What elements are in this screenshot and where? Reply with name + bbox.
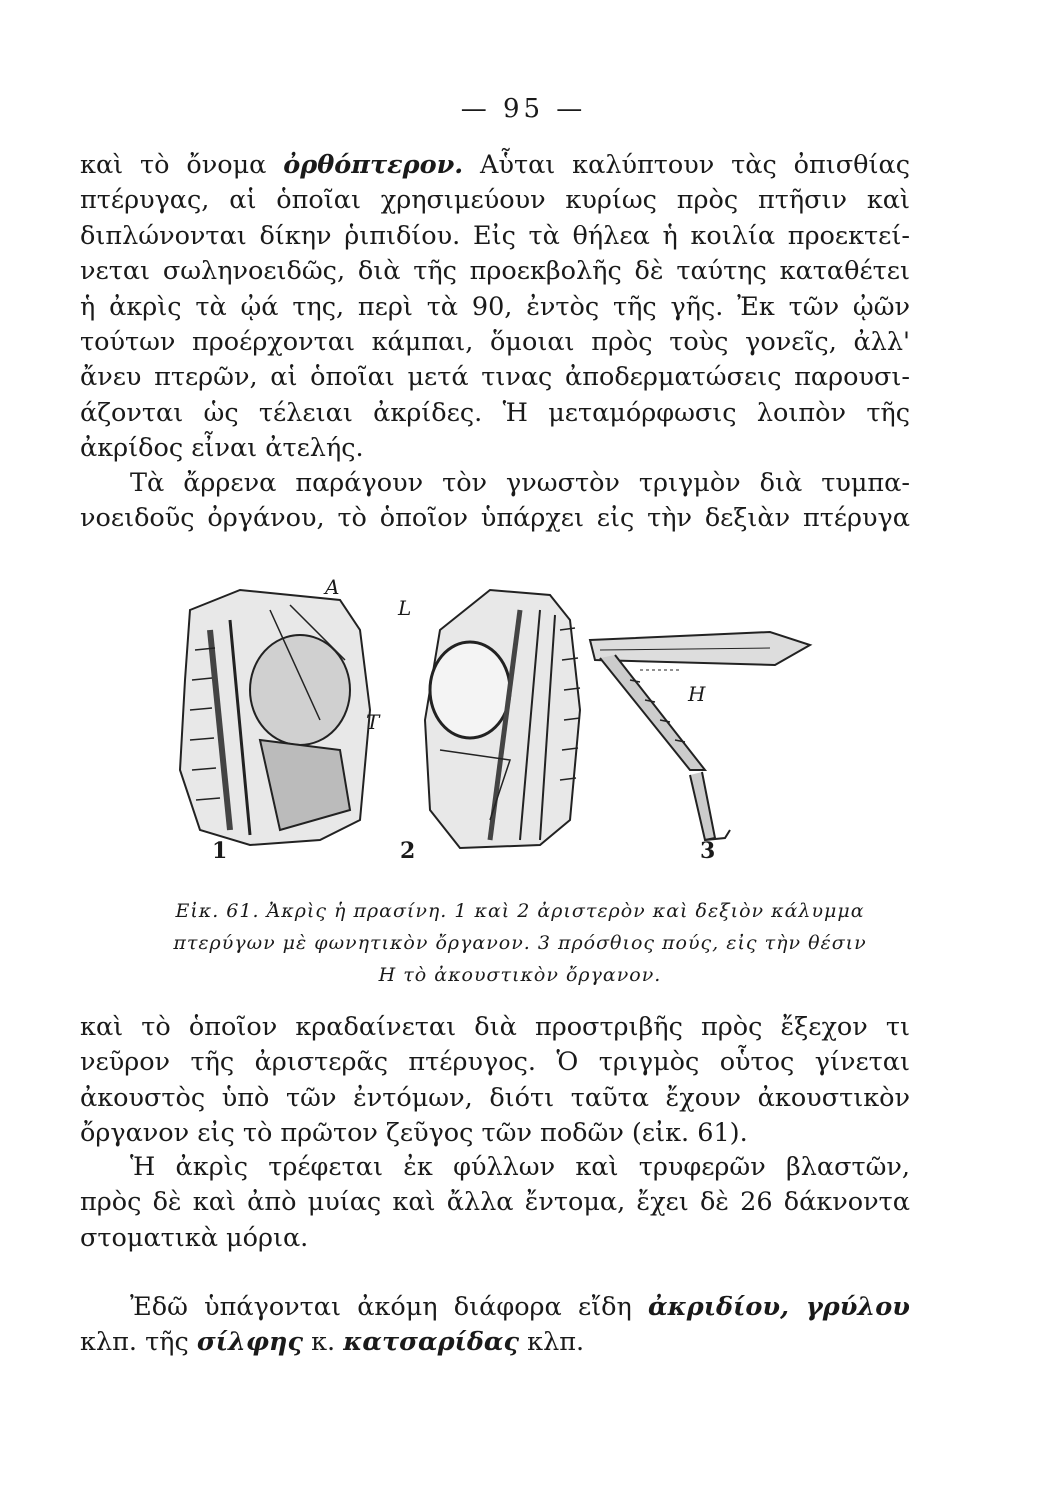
text-line bbox=[80, 148, 910, 183]
text-span: καὶ τὸ ὄνομα bbox=[80, 150, 284, 180]
text-line bbox=[80, 1325, 910, 1360]
grasshopper-illustration bbox=[170, 570, 830, 870]
caption-line: πτερύγων μὲ φωνητικὸν ὄργανον. 3 πρόσθιος πούς, εἰς τὴν θέσιν bbox=[173, 932, 867, 954]
left-wing-cover-drawing bbox=[180, 590, 370, 845]
figure-label-1: 1 bbox=[212, 838, 228, 864]
text-line: ἡ ἀκρὶς τὰ ᾠά της, περὶ τὰ 90, ἐντὸς τῆς γῆς. Ἐκ τῶν ᾠῶν bbox=[80, 291, 910, 322]
text-line bbox=[80, 1290, 910, 1325]
text-span: Ἐδῶ ὑπάγονται ἀκόμη διάφορα εἴδη bbox=[130, 1292, 648, 1322]
text-span: Αὗται καλύπτουν τὰς ὀπισθίας bbox=[463, 150, 910, 180]
figure-letter-t: T bbox=[366, 710, 380, 734]
paragraph-5 bbox=[80, 1290, 910, 1361]
text-line: ἄνευ πτερῶν, αἱ ὁποῖαι μετά τινας ἀποδερματώσεις παρουσι- bbox=[80, 362, 910, 393]
text-line: πτέρυγας, αἱ ὁποῖαι χρησιμεύουν κυρίως πρὸς πτῆσιν καὶ bbox=[80, 185, 910, 216]
text-span: κλπ. bbox=[519, 1327, 585, 1358]
text-line: τούτων προέρχονται κάμπαι, ὅμοιαι πρὸς τοὺς γονεῖς, ἀλλ' bbox=[80, 327, 910, 358]
figure-61 bbox=[170, 570, 830, 870]
text-line: Ἡ ἀκρὶς τρέφεται ἐκ φύλλων καὶ τρυφερῶν βλαστῶν, bbox=[130, 1152, 910, 1182]
paragraph-4 bbox=[80, 1150, 910, 1256]
bold-term-akridiou-grylou: ἀκριδίου, γρύλου bbox=[648, 1292, 911, 1322]
text-line: πρὸς δὲ καὶ ἀπὸ μυίας καὶ ἄλλα ἔντομα, ἔχει δὲ 26 δάκνοντα bbox=[80, 1187, 910, 1218]
right-wing-cover-drawing bbox=[425, 590, 580, 848]
figure-letter-a: A bbox=[325, 575, 340, 599]
paragraph-1 bbox=[80, 148, 910, 467]
text-line: νεται σωληνοειδῶς, διὰ τῆς προεκβολῆς δὲ ταύτης καταθέτει bbox=[80, 256, 910, 287]
bold-term-katsaridas: κατσαρίδας bbox=[343, 1327, 520, 1358]
figure-label-2: 2 bbox=[400, 838, 416, 864]
foreleg-drawing bbox=[590, 632, 810, 840]
text-line: Τὰ ἄρρενα παράγουν τὸν γνωστὸν τριγμὸν διὰ τυμπα- bbox=[130, 468, 910, 498]
bold-term-orthopteron: ὀρθόπτερον. bbox=[283, 150, 464, 180]
text-span: κ. bbox=[303, 1327, 344, 1358]
bold-term-silfis: σίλφης bbox=[196, 1327, 304, 1358]
figure-label-3: 3 bbox=[700, 838, 716, 864]
figure-letter-l: L bbox=[398, 596, 412, 620]
text-line: στοματικὰ μόρια. bbox=[80, 1222, 309, 1253]
figure-letter-h: H bbox=[688, 682, 706, 706]
caption-line: H τὸ ἀκουστικὸν ὄργανον. bbox=[378, 964, 662, 986]
text-line: νοειδοῦς ὀργάνου, τὸ ὁποῖον ὑπάρχει εἰς τὴν δεξιὰν πτέρυγα bbox=[80, 503, 910, 534]
text-line: άζονται ὡς τέλειαι ἀκρίδες. Ἡ μεταμόρφωσις λοιπὸν τῆς bbox=[80, 397, 910, 428]
paragraph-3 bbox=[80, 1010, 910, 1152]
text-line: καὶ τὸ ὁποῖον κραδαίνεται διὰ προστριβῆς πρὸς ἔξεχον τι bbox=[80, 1012, 910, 1042]
figure-caption bbox=[80, 895, 960, 991]
text-line: ὄργανον εἰς τὸ πρῶτον ζεῦγος τῶν ποδῶν (εἰκ. 61). bbox=[80, 1118, 748, 1149]
text-line: διπλώνονται δίκην ῥιπιδίου. Εἰς τὰ θήλεα ἡ κοιλία προεκτεί- bbox=[80, 220, 910, 251]
page-number: — 95 — bbox=[460, 94, 587, 124]
caption-line: Εἰκ. 61. Ἀκρὶς ἡ πρασίνη. 1 καὶ 2 ἀριστερὸν καὶ δεξιὸν κάλυμμα bbox=[175, 900, 865, 922]
paragraph-2 bbox=[80, 466, 910, 537]
text-span: κλπ. τῆς bbox=[80, 1327, 197, 1358]
text-line: νεῦρον τῆς ἀριστερᾶς πτέρυγος. Ὁ τριγμὸς οὗτος γίνεται bbox=[80, 1047, 910, 1078]
text-line: ἀκουστὸς ὑπὸ τῶν ἐντόμων, διότι ταῦτα ἔχουν ἀκουστικὸν bbox=[80, 1082, 910, 1113]
text-line: ἀκρίδος εἶναι ἀτελής. bbox=[80, 433, 364, 464]
